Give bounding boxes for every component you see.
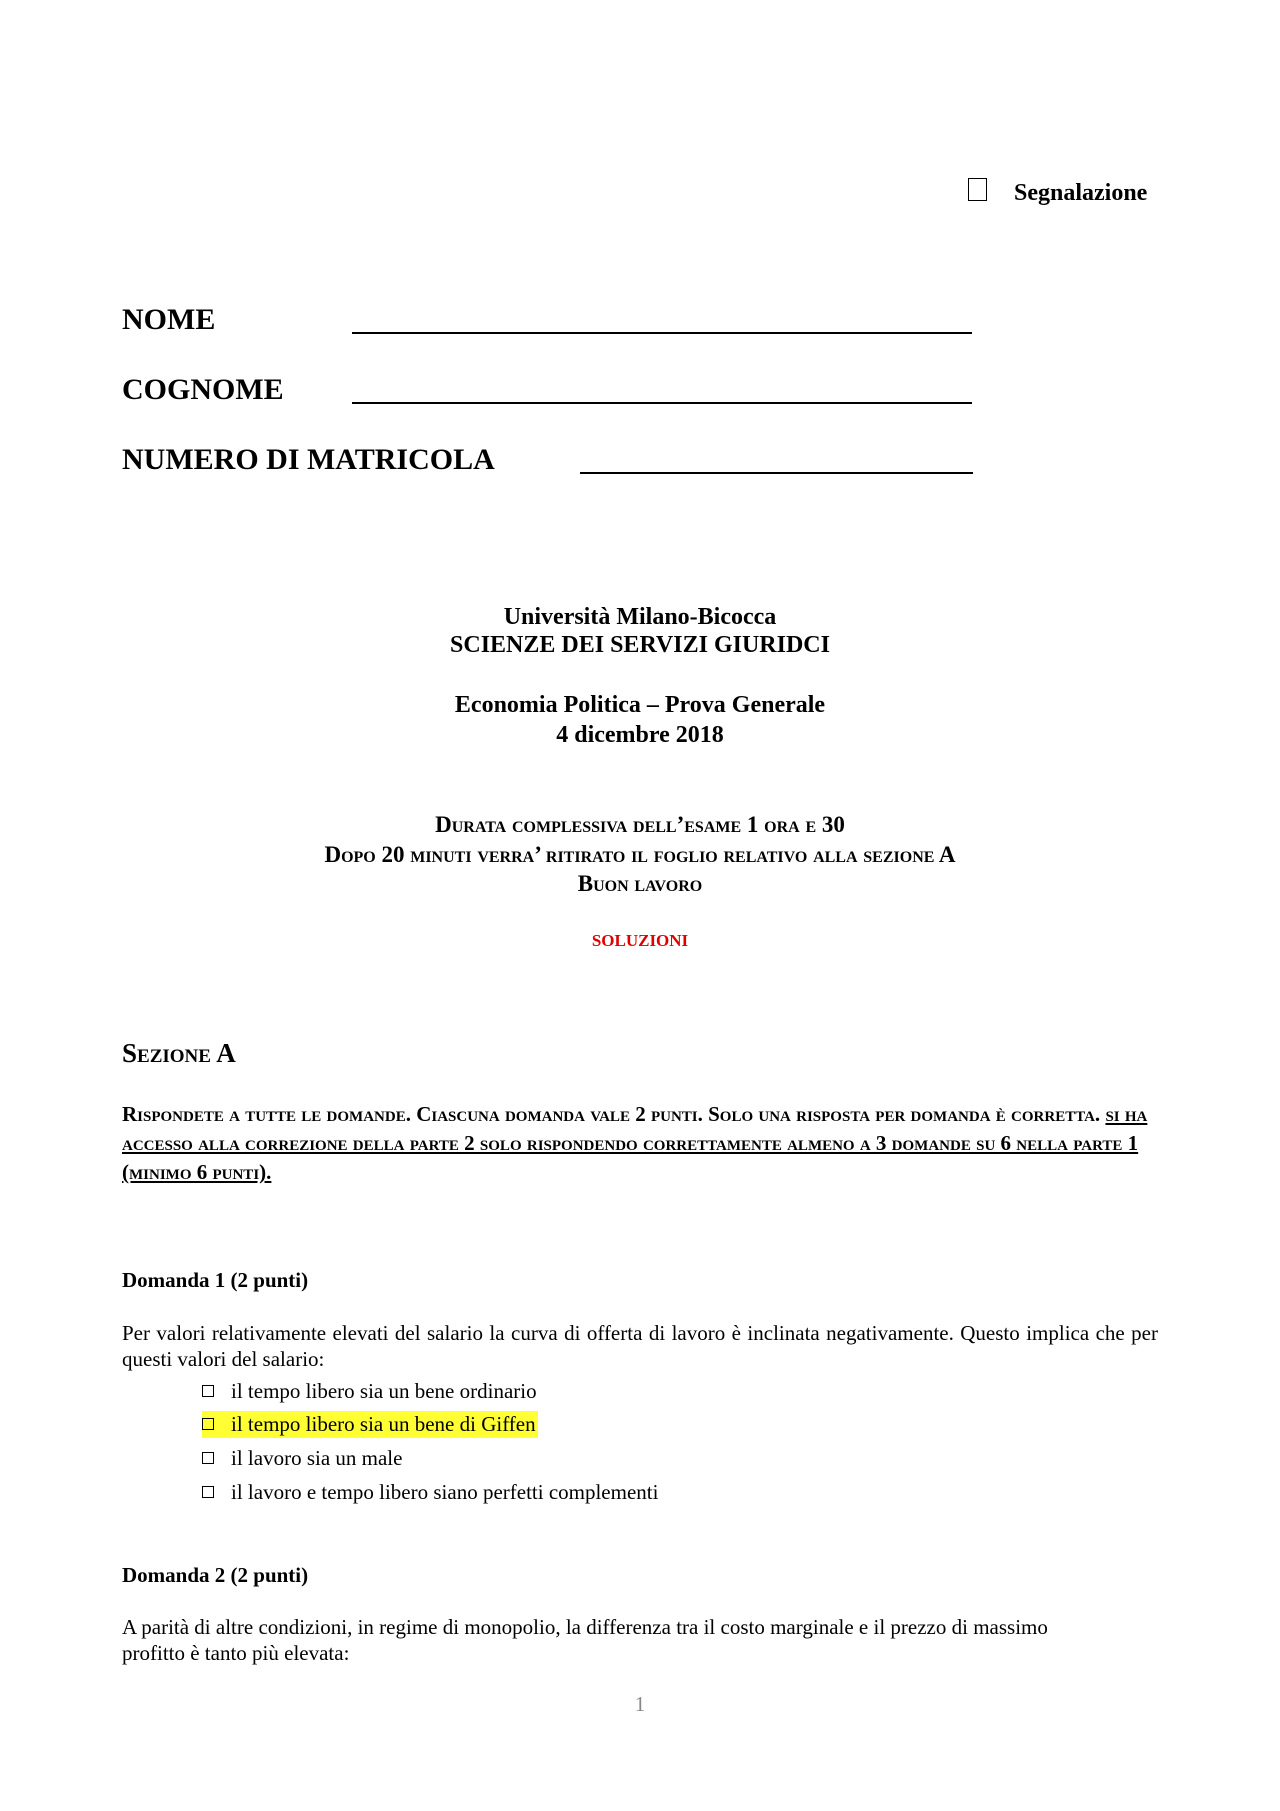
checkbox-icon [202, 1486, 214, 1498]
matricola-field[interactable] [580, 472, 973, 474]
question-1-option-2-correct[interactable] [202, 1411, 538, 1438]
question-2-text: A parità di altre condizioni, in regime di monopolio, la differenza tra il costo marginale e il prezzo di massimo profitto è tanto più elevata: [122, 1615, 1048, 1665]
exam-title: Economia Politica – Prova Generale [454, 692, 826, 718]
option-label: il lavoro sia un male [231, 1446, 403, 1470]
instructions-underlined: si ha accesso alla correzione della parte 2 solo rispondendo correttamente almeno a 3 domande su 6 nella parte 1 (minimo 6 punti). [122, 1102, 1148, 1184]
course-name: SCIENZE DEI SERVIZI GIURIDCI [450, 632, 830, 658]
question-1-text: Per valori relativamente elevati del salario la curva di offerta di lavoro è inclinata negativamente. Questo implica che per questi valori del salario: [122, 1321, 1158, 1371]
university-name: Università Milano-Bicocca [503, 604, 777, 630]
segnalazione-label: Segnalazione [1014, 180, 1148, 206]
question-1-option-4[interactable] [202, 1479, 658, 1506]
question-1-title: Domanda 1 (2 punti) [122, 1268, 309, 1292]
good-work: Buon lavoro [577, 871, 703, 896]
matricola-label: NUMERO DI MATRICOLA [122, 443, 495, 476]
exam-date: 4 dicembre 2018 [556, 722, 724, 748]
question-1-option-3[interactable] [202, 1445, 402, 1472]
checkbox-icon [202, 1418, 214, 1430]
checkbox-icon [202, 1452, 214, 1464]
section-instructions [122, 1100, 1157, 1187]
exam-duration: Durata complessiva dell’esame 1 ora e 30 [435, 812, 845, 837]
solutions-label: SOLUZIONI [591, 931, 689, 950]
page-number: 1 [634, 1692, 646, 1716]
nome-label: NOME [122, 303, 216, 336]
option-label: il lavoro e tempo libero siano perfetti complementi [231, 1480, 659, 1504]
question-1-option-1[interactable] [202, 1378, 537, 1405]
section-title: Sezione A [122, 1038, 236, 1068]
option-label: il tempo libero sia un bene ordinario [231, 1379, 537, 1403]
cognome-field[interactable] [352, 402, 972, 404]
withdrawal-note: Dopo 20 minuti verra’ ritirato il foglio relativo alla sezione A [324, 842, 956, 867]
question-2-title: Domanda 2 (2 punti) [122, 1563, 309, 1587]
checkbox-icon [202, 1385, 214, 1397]
segnalazione-checkbox[interactable] [968, 178, 987, 201]
nome-field[interactable] [352, 332, 972, 334]
cognome-label: COGNOME [122, 373, 284, 406]
option-label: il tempo libero sia un bene di Giffen [231, 1412, 536, 1436]
instructions-plain: Rispondete a tutte le domande. Ciascuna domanda vale 2 punti. Solo una risposta per domanda è corretta. [122, 1102, 1101, 1126]
